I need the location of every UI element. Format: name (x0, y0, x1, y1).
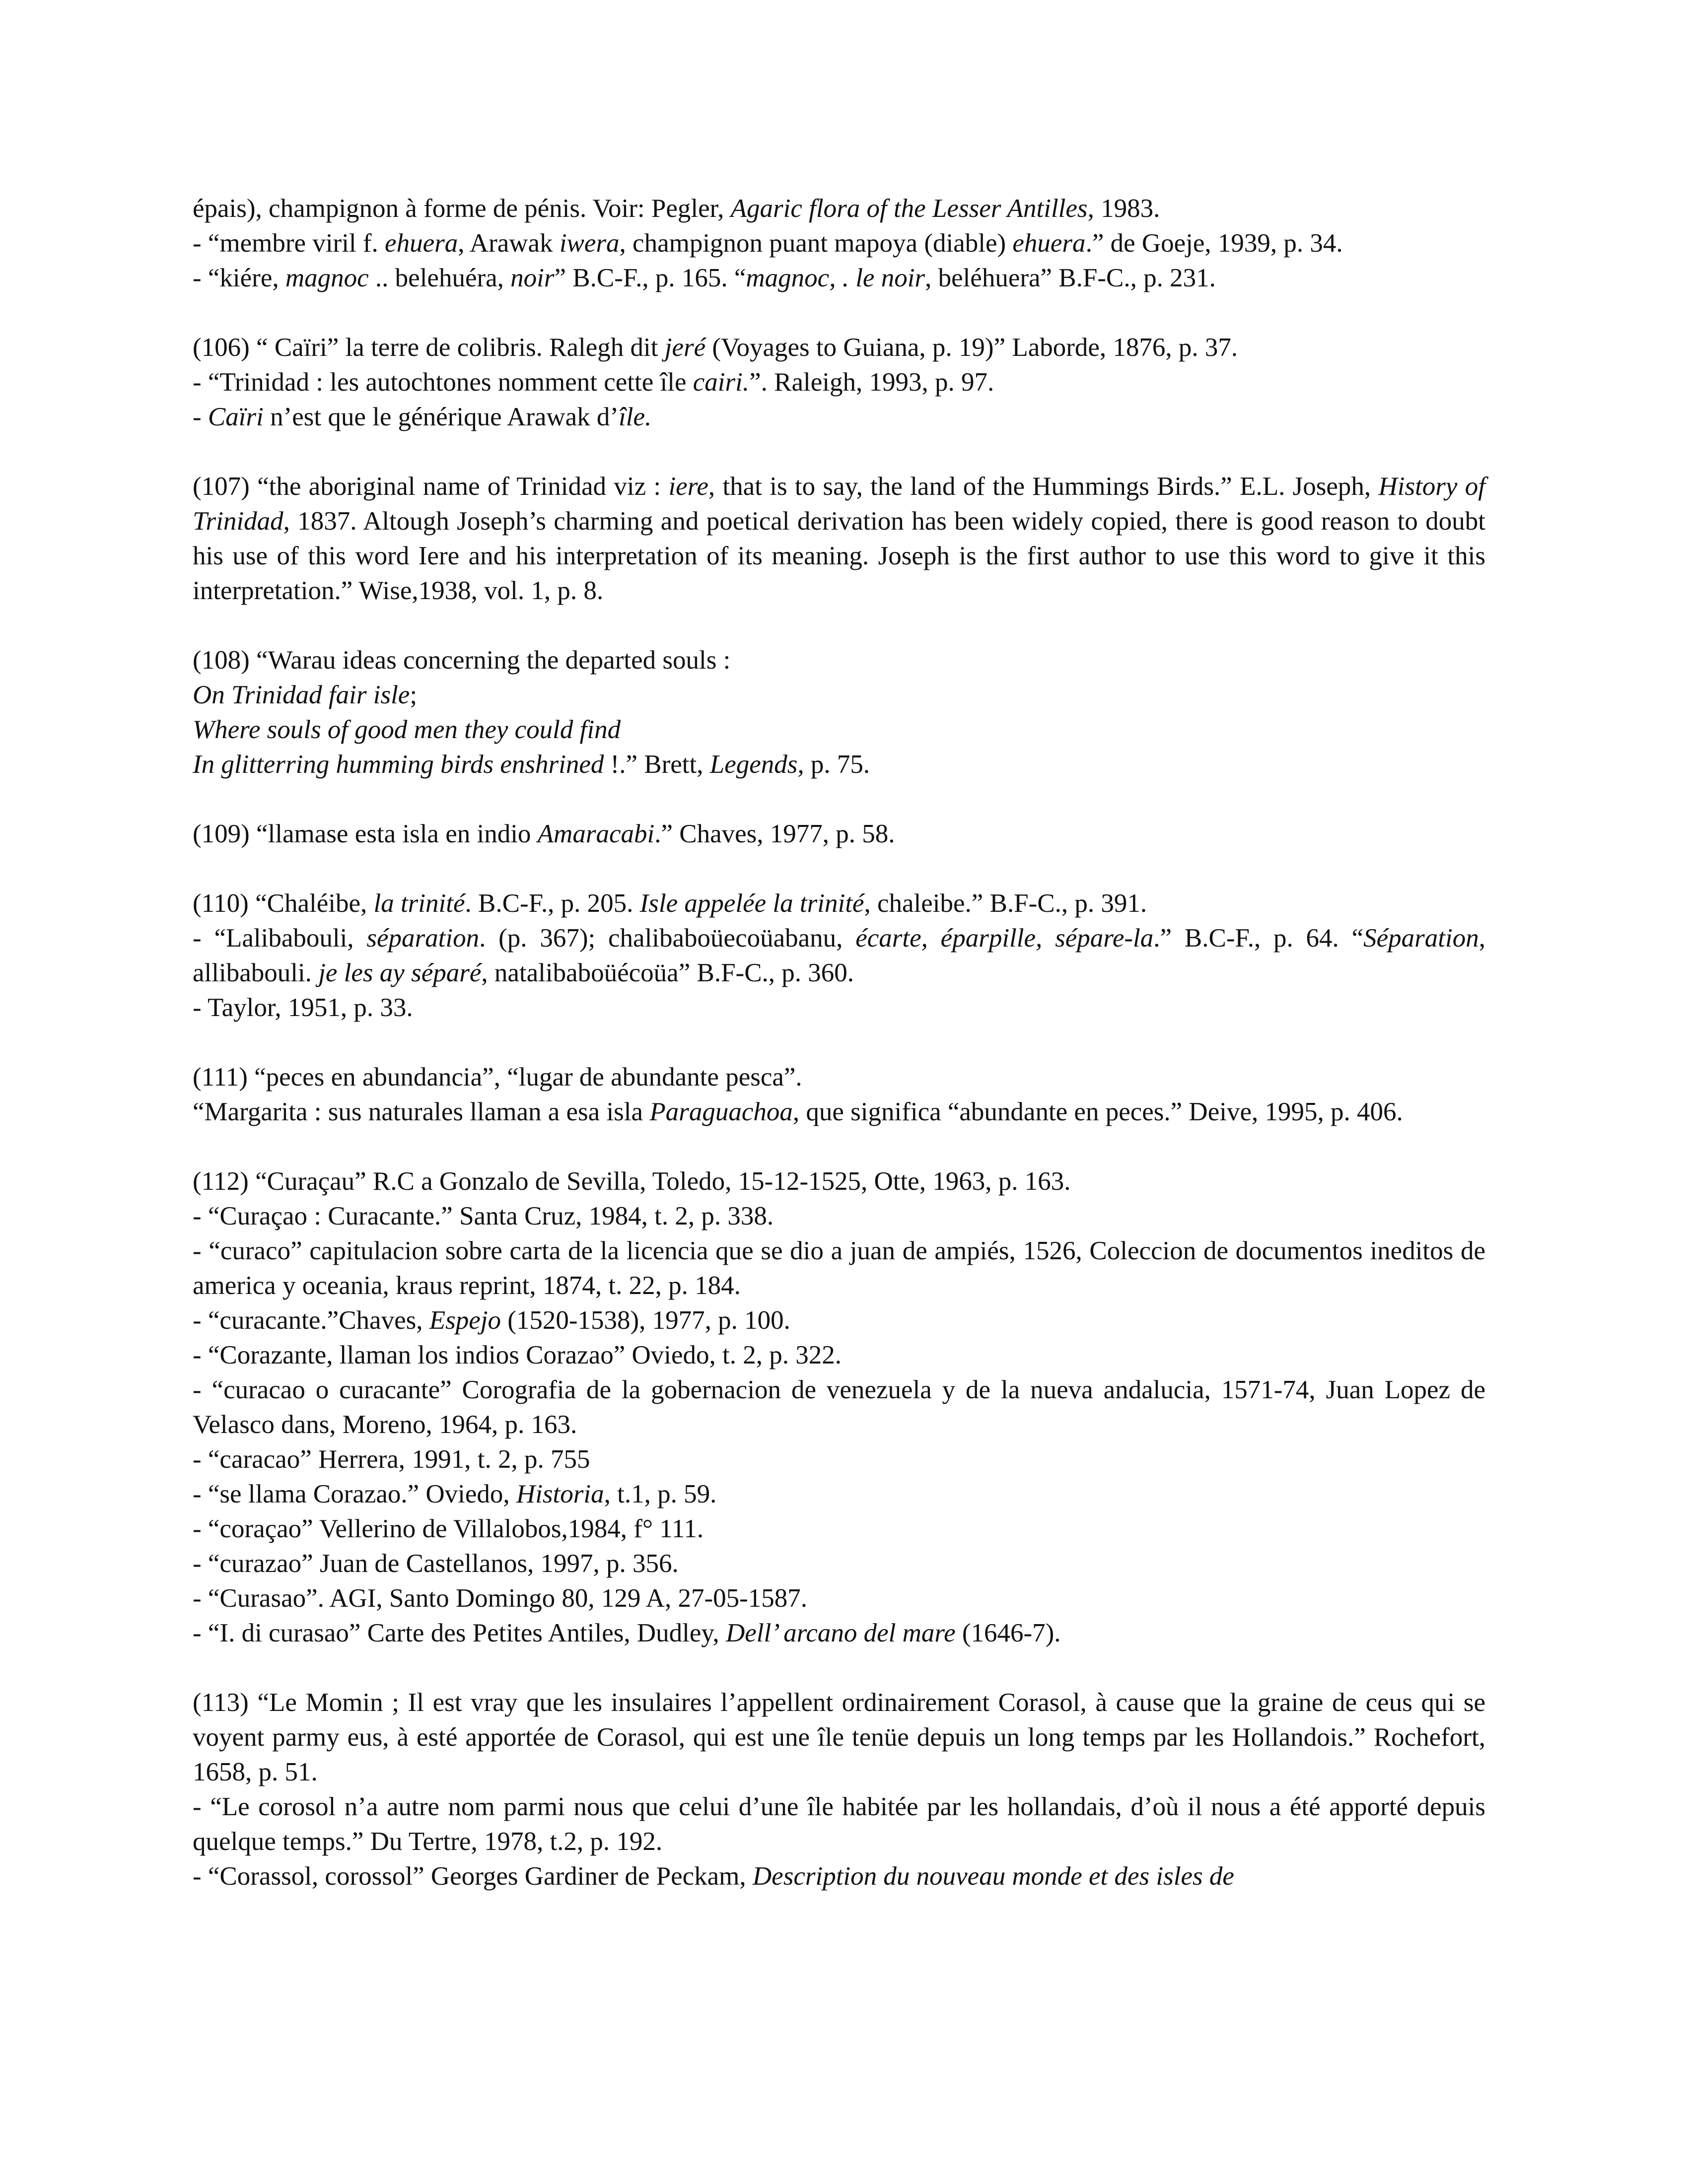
note-110-line-3 (193, 990, 1485, 1025)
italic-term: iere (668, 472, 708, 501)
note-108-verse-3 (193, 747, 1485, 782)
note-112-line-7 (193, 1442, 1485, 1477)
italic-title: Dell’ arcano del mare (725, 1619, 956, 1647)
spacer (193, 782, 1485, 817)
note-105-line-3 (193, 261, 1485, 295)
text: .. belehuéra, (368, 264, 511, 292)
text: , that is to say, the land of the Hummings Birds.” E.L. Joseph, (708, 472, 1379, 501)
text: (109) “llamase esta isla en indio (193, 819, 538, 848)
note-108-verse-1 (193, 678, 1485, 712)
note-113-line-3 (193, 1859, 1485, 1894)
italic-term: ehuera (1012, 229, 1086, 258)
text: ” B.C-F., p. 165. “ (554, 264, 746, 292)
note-110-line-2 (193, 921, 1485, 990)
italic-title: Description du nouveau monde et des isles de (752, 1862, 1234, 1891)
text: , 1983. (1087, 194, 1160, 223)
text: - “Curasao”. AGI, Santo Domingo 80, 129 A, 27-05-1587. (193, 1584, 807, 1613)
italic-title: History of Trinidad (193, 472, 1485, 536)
italic-title: Legends, (709, 750, 804, 779)
text: , t.1, p. 59. (604, 1480, 717, 1508)
note-112-line-11 (193, 1581, 1485, 1616)
text: .” Chaves, 1977, p. 58. (654, 819, 895, 848)
text: - “curaco” capitulacion sobre carta de la licencia que se dio a juan de ampiés, 1526, Coleccion de documentos ineditos de america y oceania, kraus reprint, 1874, t. 22, p. 184. (193, 1236, 1485, 1300)
text: ; (410, 681, 418, 709)
italic-term: Paraguachoa (649, 1097, 793, 1126)
text: - “caracao” Herrera, 1991, t. 2, p. 755 (193, 1445, 590, 1474)
text: - “Trinidad : les autochtones nomment cette île (193, 368, 693, 397)
spacer (193, 295, 1485, 330)
text: “Margarita : sus naturales llaman a esa isla (193, 1097, 650, 1126)
text: (1646-7). (955, 1619, 1061, 1647)
spacer (193, 608, 1485, 643)
italic-term: cairi. (693, 368, 750, 397)
text: - “coraçao” Vellerino de Villalobos,1984, f° 111. (193, 1514, 704, 1543)
text: - “kiére, (193, 264, 285, 292)
text: . (p. 367); chalibaboüecoüabanu, (479, 924, 856, 953)
spacer (193, 1650, 1485, 1685)
note-112-line-5 (193, 1338, 1485, 1372)
text: (107) “the aboriginal name of Trinidad viz : (193, 472, 669, 501)
text: - Taylor, 1951, p. 33. (193, 993, 413, 1022)
text: - “curacante.”Chaves, (193, 1306, 429, 1335)
italic-term: jeré (664, 333, 706, 362)
text: - “Le corosol n’a autre nom parmi nous que celui d’une île habitée par les hollandais, d’où il nous a été apporté depuis quelque temps.” Du Tertre, 1978, t.2, p. 192. (193, 1792, 1485, 1856)
text: (113) “Le Momin ; Il est vray que les insulaires l’appellent ordinairement Corasol, à cause que la graine de ceus qui se voyent parmy eus, à esté apportée de Corasol, qui est une île tenüe depuis un long temps par les Hollandois.” Rochefort, 1658, p. 51. (193, 1688, 1485, 1786)
italic-verse: In glitterring humming birds enshrined (193, 750, 604, 779)
note-112 (193, 1164, 1485, 1199)
note-112-line-10 (193, 1546, 1485, 1581)
text: !.” Brett, (604, 750, 710, 779)
text: - “Corassol, corossol” Georges Gardiner de Peckam, (193, 1862, 753, 1891)
text: - (193, 403, 208, 431)
note-105-continuation (193, 191, 1485, 226)
italic-term: écarte, éparpille, sépare-la (855, 924, 1154, 953)
italic-term: noir (510, 264, 555, 292)
note-112-line-6 (193, 1372, 1485, 1442)
note-112-line-8 (193, 1477, 1485, 1511)
italic-term: Caïri (208, 403, 264, 431)
note-113-line-2 (193, 1789, 1485, 1859)
italic-term: séparation (366, 924, 480, 953)
note-112-line-9 (193, 1511, 1485, 1546)
italic-term: Isle appelée la trinité (639, 889, 864, 918)
text: .” B.C-F., p. 64. “ (1153, 924, 1364, 953)
text: épais), champignon à forme de pénis. Voir: Pegler, (193, 194, 731, 223)
text: , chaleibe.” B.F-C., p. 391. (864, 889, 1147, 918)
italic-verse: Where souls of good men they could find (193, 715, 621, 744)
text: (112) “Curaçau” R.C a Gonzalo de Sevilla, Toledo, 15-12-1525, Otte, 1963, p. 163. (193, 1167, 1071, 1196)
note-105-line-2 (193, 226, 1485, 261)
text: - “Curaçao : Curacante.” Santa Cruz, 1984, t. 2, p. 338. (193, 1202, 774, 1230)
text: .” de Goeje, 1939, p. 34. (1085, 229, 1343, 258)
italic-term: la trinité (373, 889, 465, 918)
text: - “se llama Corazao.” Oviedo, (193, 1480, 516, 1508)
text: (108) “Warau ideas concerning the departed souls : (193, 646, 731, 675)
note-106-line-3 (193, 400, 1485, 434)
text: n’est que le générique Arawak d’ (263, 403, 619, 431)
note-112-line-2 (193, 1199, 1485, 1233)
text: - “membre viril f. (193, 229, 385, 258)
italic-verse: On Trinidad fair isle (193, 681, 410, 709)
italic-term: ehuera (385, 229, 458, 258)
italic-title: Historia (516, 1480, 604, 1508)
text: (110) “Chaléibe, (193, 889, 374, 918)
text: , que significa “abundante en peces.” Deive, 1995, p. 406. (792, 1097, 1403, 1126)
note-107 (193, 469, 1485, 608)
note-113 (193, 1685, 1485, 1789)
note-106 (193, 330, 1485, 365)
text: , allibabouli. (193, 924, 1485, 987)
spacer (193, 1129, 1485, 1164)
italic-term: île. (619, 403, 652, 431)
text: - “Corazante, llaman los indios Corazao” Oviedo, t. 2, p. 322. (193, 1341, 842, 1369)
text: - “curazao” Juan de Castellanos, 1997, p. 356. (193, 1549, 679, 1578)
text: (1520-1538), 1977, p. 100. (500, 1306, 790, 1335)
note-112-line-12 (193, 1616, 1485, 1650)
text: (111) “peces en abundancia”, “lugar de abundante pesca”. (193, 1063, 802, 1092)
spacer (193, 434, 1485, 469)
note-110 (193, 886, 1485, 921)
italic-title: Espejo (429, 1306, 501, 1335)
spacer (193, 1025, 1485, 1060)
note-112-line-4 (193, 1303, 1485, 1338)
text: , beléhuera” B.F-C., p. 231. (925, 264, 1216, 292)
text: , 1837. Altough Joseph’s charming and poetical derivation has been widely copied, there is good reason to doubt his use of this word Iere and his interpretation of its meaning. Joseph is the first author to use this word to give it this interpretation.” Wise,1938, vol. 1, p. 8. (193, 507, 1485, 605)
italic-term: magnoc (285, 264, 369, 292)
document-page (193, 191, 1485, 1894)
italic-title: Agaric flora of the Lesser Antilles (730, 194, 1088, 223)
text: (106) “ Caïri” la terre de colibris. Ralegh dit (193, 333, 665, 362)
text: ”. Raleigh, 1993, p. 97. (749, 368, 994, 397)
italic-term: magnoc, . le noir (746, 264, 925, 292)
text: - “I. di curasao” Carte des Petites Antiles, Dudley, (193, 1619, 726, 1647)
text: . B.C-F., p. 205. (465, 889, 640, 918)
italic-term: Amaracabi (537, 819, 655, 848)
note-109 (193, 817, 1485, 851)
text: - “Lalibabouli, (193, 924, 367, 953)
note-112-line-3 (193, 1233, 1485, 1303)
spacer (193, 851, 1485, 886)
text: p. 75. (804, 750, 870, 779)
note-108-verse-2 (193, 712, 1485, 747)
note-106-line-2 (193, 365, 1485, 400)
text: (Voyages to Guiana, p. 19)” Laborde, 1876, p. 37. (705, 333, 1238, 362)
italic-term: iwera (559, 229, 620, 258)
text: , champignon puant mapoya (diable) (619, 229, 1013, 258)
text: , natalibaboüécoüa” B.F-C., p. 360. (481, 958, 854, 987)
note-108 (193, 643, 1485, 678)
note-111-line-2 (193, 1094, 1485, 1129)
italic-term: Séparation (1363, 924, 1479, 953)
note-111 (193, 1060, 1485, 1094)
text: - “curacao o curacante” Corografia de la gobernacion de venezuela y de la nueva andalucia, 1571-74, Juan Lopez de Velasco dans, Moreno, 1964, p. 163. (193, 1375, 1485, 1439)
text: , Arawak (458, 229, 560, 258)
italic-term: je les ay séparé (318, 958, 482, 987)
